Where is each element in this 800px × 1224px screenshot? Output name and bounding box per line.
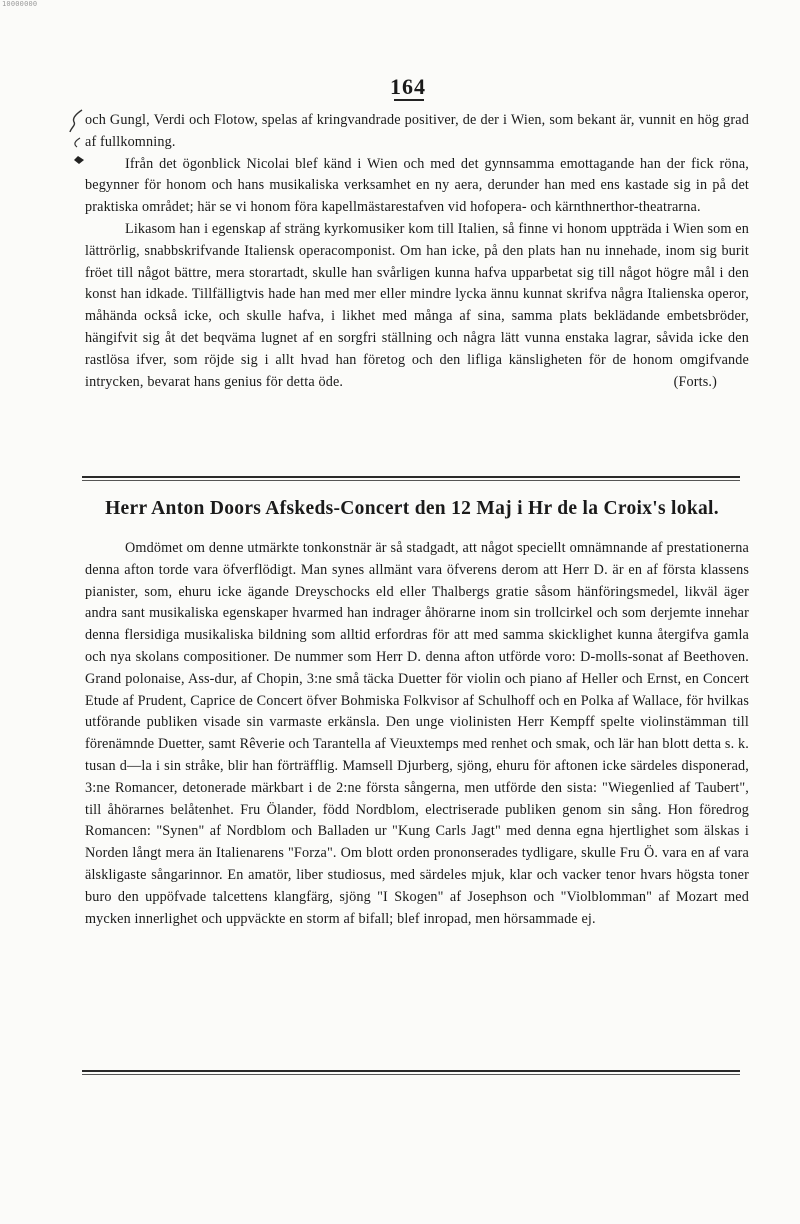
continued-paragraph-3 <box>85 219 749 393</box>
concert-paragraph: Omdömet om denne utmärkte tonkonstnär är så stadgadt, att något speciellt omnämnande af prestationerna denna afton torde vara öfverflödigt. Man synes allmänt vara öfverens derom att Herr D. är en af första klassens pianister, som, ehuru icke ägande Dreyschocks eld eller Thalbergs gratie såsom hänföringsmedel, likväl äger andra sant musikaliska egenskaper hvarmed han indrager åhörarne inom sin trollcirkel och som derjemte innehar denna flersidiga musikaliska bildning som alltid erfordras för att med samma skicklighet kunna återgifva gamla och nya skolans compositioner. De nummer som Herr D. denna afton utförde voro: D-molls-sonat af Beethoven. Grand polonaise, Ass-dur, af Chopin, 3:ne små täcka Duetter för violin och piano af Heller och Ernst, en Concert Etude af Prudent, Caprice de Concert öfver Bohmiska Folkvisor af Schulhoff och en Polka af Wallace, för hvilkas utförande publiken visade sin varmaste erkänsla. Den unge violinisten Herr Kempff spelte violinstämman till förenämnde Duetter, samt Rêverie och Tarantella af Vieuxtemps med renhet och smak, och lär han blott detta s. k. tusan d—la i sin stråke, blir han förträfflig. Mamsell Djurberg, sjöng, ehuru för aftonen icke särdeles disponerad, 3:ne Romancer, detonerade märkbart i de 2:ne första sångerna, men utförde den sista: "Wiegenlied af Taubert", till åhörarnes belåtenhet. Fru Ölander, född Nordblom, electriserade publiken genom sin sång. Hon föredrog Romancen: "Synen" af Nordblom och Balladen ur "Kung Carls Jagt" med denna egna hjertlighet som älskas i Norden långt mera än Italienarens "Forza". Om blott orden prononserades tydligare, skulle Fru Ö. vara en af vara älskligaste sångarinnor. En amatör, liber studiosus, med särdeles mjuk, klar och vacker tenor hvars högsta toner buro den uppöfvade talcettens klangfärg, sjöng "I Skogen" af Josephson och "Violblomman" af Mozart med mycken innerlighet och uppväckte en storm af bifall; blef inropad, men hörsammade ej. <box>85 540 749 927</box>
section-divider-bottom-thin <box>82 1074 740 1075</box>
scan-identifier: 10000000 <box>2 0 38 8</box>
continued-paragraph-2: Ifrån det ögonblick Nicolai blef känd i Wien och med det gynnsamma emottagande han der fick röna, begynner för honom och hans musikaliska verksamhet en ny aera, derunder han med ens kastade sig in på det praktiska området; här se vi honom föra kapellmästarestafven vid hofopera- och kärnthnerthor-theatrarna. <box>85 155 749 216</box>
continued-label: (Forts.) <box>673 373 717 390</box>
section-divider-bottom <box>82 1070 740 1072</box>
page-number-underline <box>394 99 424 101</box>
concert-headline: Herr Anton Doors Afskeds-Concert den 12 Maj i Hr de la Croix's lokal. <box>105 498 719 519</box>
section-divider-top <box>82 476 740 478</box>
ink-smudge-mark <box>68 108 86 166</box>
continued-paragraph-3-text: Likasom han i egenskap af sträng kyrkomusiker kom till Italien, så finne vi honom uppträda i Wien som en lättrörlig, snabbskrifvande Italiensk operacomponist. Om han icke, på den plats han nu innehade, inom sig burit fröet till något bättre, mera storartadt, skulle han svårligen kunna hafva upparbetat sig till något högre mål i den konst han idkade. Tillfälligtvis hade han med mer eller mindre lycka ännu kunnat skrifva några Italienska operor, måhända också icke, och skulle hafva, i likhet med många af sina, samma plats beklädande embetsbröder, hängifvit sig åt det beqväma lugnet af en sorgfri ställning och några lätt vunna enstaka lagrar, såvida icke den rastlösa ifver, som röjde sig i allt hvad han företog och den lifliga känsligheten för de honom omgifvande intrycken, bevarat hans genius för detta öde. <box>85 220 749 390</box>
page-number: 164 <box>390 74 426 99</box>
concert-article <box>85 538 749 930</box>
section-divider-top-thin <box>82 480 740 481</box>
article-continued <box>85 110 749 393</box>
continued-paragraph-1: och Gungl, Verdi och Flotow, spelas af kringvandrade positiver, de der i Wien, som bekant är, vunnit en hög grad af fullkomning. <box>85 112 749 150</box>
